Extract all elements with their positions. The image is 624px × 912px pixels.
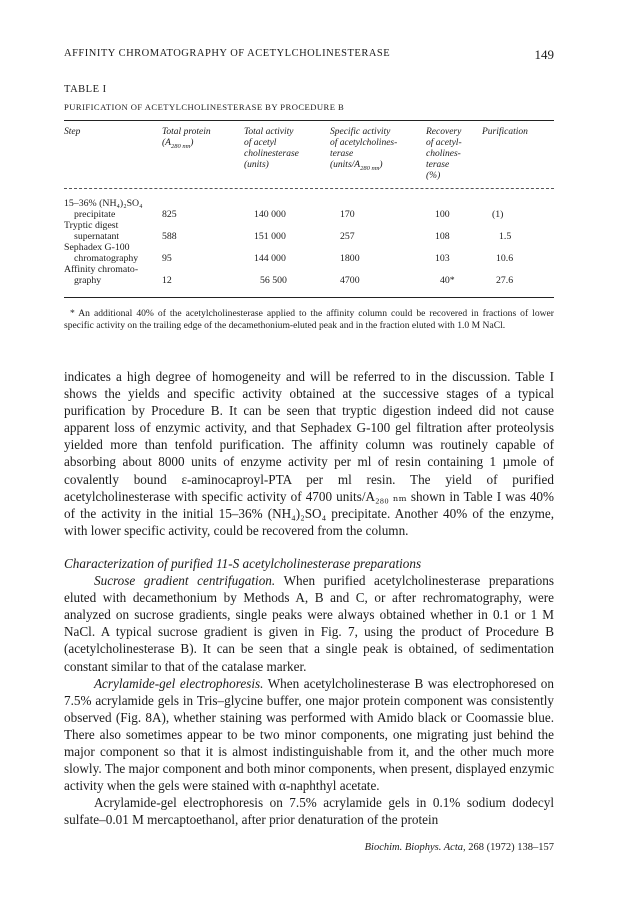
cell-activity: 144 000: [254, 253, 286, 264]
cell-purification: (1): [492, 209, 504, 220]
table-label: TABLE I: [64, 84, 107, 95]
row-step: Tryptic digest supernatant: [64, 220, 120, 242]
cell-protein: 95: [162, 253, 172, 264]
col-header-specific-activity: Specific activity of acetylcholines- terase $(units/A_{280 nm})$: [330, 127, 398, 172]
table-caption: PURIFICATION OF ACETYLCHOLINESTERASE BY PROCEDURE B: [64, 102, 345, 112]
body-paragraph-2: Sucrose gradient centrifugation. When purified acetylcholinesterase preparations eluted with decamethonium by Methods A, B and C, or after rechromatography, were analyzed on sucrose gradients, single peaks were always obtained whether in 0.1 or 1 M NaCl. A typical sucrose gradient is given in Fig. 7, using the product of Procedure B (acetylcholinesterase B). It can be seen that a single peak is obtained, of sedimentation constant similar to that of the catalase marker.: [64, 573, 554, 674]
cell-activity: 56 500: [260, 275, 287, 286]
cell-specific: 170: [340, 209, 355, 220]
cell-specific: 4700: [340, 275, 360, 286]
page-number: 149: [534, 47, 554, 62]
section-heading: Characterization of purified 11-S acetylcholinesterase preparations: [64, 556, 422, 571]
cell-protein: 588: [162, 231, 177, 242]
cell-protein: 12: [162, 275, 172, 286]
body-paragraph-3: Acrylamide-gel electrophoresis. When acetylcholinesterase B was electrophoresed on 7.5% acrylamide gels in Tris–glycine buffer, one major protein component was consistently observed (Fig. 8A), whether staining was performed with Amido black or Coomassie blue. There also sometimes appear to be two minor components, one migrating just behind the major component so that it is almost indistinguishable from it, and the other much more slowly. The major component and both minor components, when present, displayed enzymic activity when the gels were stained with α-naphthyl acetate.: [64, 675, 554, 794]
table-bottom-rule: [64, 297, 554, 298]
cell-recovery: 108: [435, 231, 450, 242]
cell-activity: 140 000: [254, 209, 286, 220]
row-step: 15–36% (NH₄)₂SO₄ precipitate: [64, 198, 143, 220]
cell-purification: 10.6: [496, 253, 514, 264]
cell-protein: 825: [162, 209, 177, 220]
body-paragraph-4: Acrylamide-gel electrophoresis on 7.5% acrylamide gels in 0.1% sodium dodecyl sulfate–0.01 M mercaptoethanol, after prior denaturation of the protein: [64, 795, 554, 828]
row-step: Affinity chromato- graphy: [64, 264, 139, 286]
col-header-total-activity: Total activity of acetyl cholinesterase (units): [244, 127, 299, 170]
running-title: AFFINITY CHROMATOGRAPHY OF ACETYLCHOLINESTERASE: [64, 48, 391, 59]
cell-specific: 1800: [340, 253, 360, 264]
cell-recovery: 100: [435, 209, 450, 220]
body-section: [64, 555, 554, 829]
running-header: [64, 47, 554, 62]
col-header-recovery: Recovery of acetyl- cholines- terase (%): [426, 127, 462, 181]
cell-specific: 257: [340, 231, 355, 242]
cell-activity: 151 000: [254, 231, 286, 242]
col-header-purification: Purification: [482, 127, 528, 137]
col-header-total-protein: Total protein $(A_{280 nm})$: [162, 127, 211, 150]
table-footnote: * An additional 40% of the acetylcholinesterase applied to the affinity column could be recovered in fractions of lower specific activity on the trailing edge of the decamethonium-eluted peak and in the fraction eluted with 1.0 M NaCl.: [64, 308, 554, 331]
journal-citation: Biochim. Biophys. Acta, 268 (1972) 138–157: [364, 842, 554, 853]
table-header-rule: [64, 188, 554, 189]
cell-recovery: 103: [435, 253, 450, 264]
col-header-step: Step: [64, 127, 81, 137]
cell-purification: 1.5: [499, 231, 512, 242]
table-top-rule: [64, 120, 554, 121]
cell-purification: 27.6: [496, 275, 514, 286]
body-paragraph-1: indicates a high degree of homogeneity and will be referred to in the discussion. Table I shows the yields and specific activity obtained at the successive stages of a typical purification by Procedure B. It can be seen that tryptic digestion indeed did not cause apparent loss of enzymic activity, and that Sephadex G-100 gel filtration after proteolysis yielded more than tenfold purification. The affinity column was routinely capable of absorbing about 8000 units of enzyme activity per ml of resin containing 1 µmole of covalently bound ε-aminocaproyl-PTA per ml resin. The yield of purified acetylcholinesterase with specific activity of 4700 units/A₂₈₀ ₙₘ shown in Table I was 40% of the activity in the initial 15–36% (NH₄)₂SO₄ precipitate. Another 40% of the enzyme, with lower specific activity, could be recovered from the column.: [64, 369, 554, 538]
row-step: Sephadex G-100 chromatography: [64, 242, 139, 264]
cell-recovery: 40*: [440, 275, 455, 286]
